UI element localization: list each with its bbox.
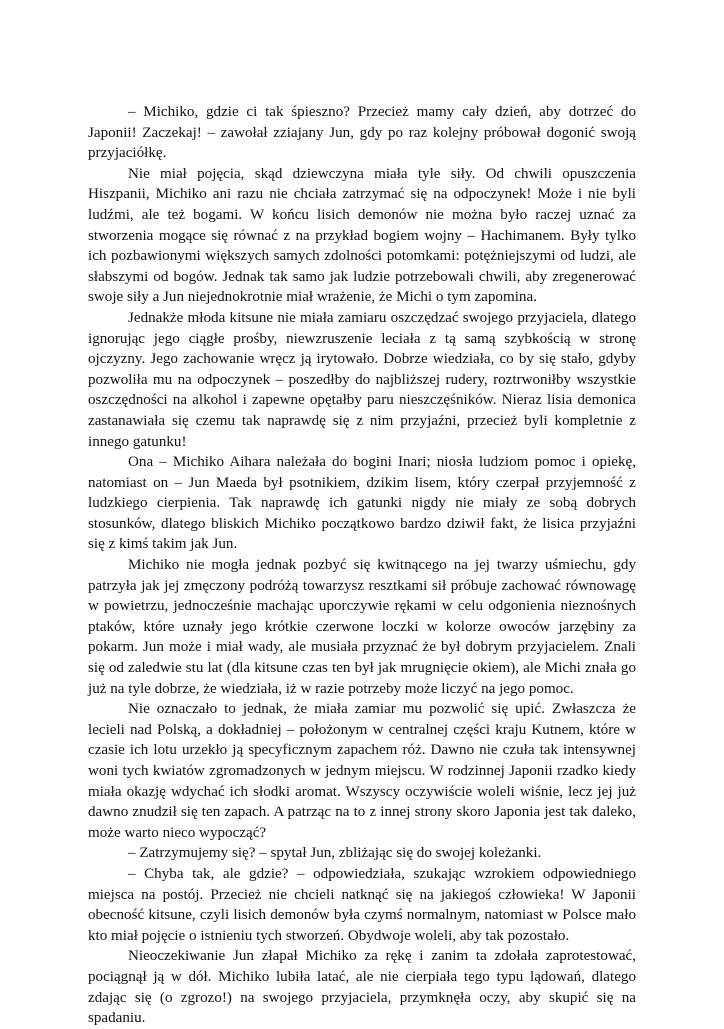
paragraph-7: – Zatrzymujemy się? – spytał Jun, zbliżając się do swojej koleżanki. [128,845,542,862]
paragraph-5: Michiko nie mogła jednak pozbyć się kwitnącego na jej twarzy uśmiechu, gdy patrzyła jak jej zmęczony podróżą towarzysz resztkami sił próbuje zachować równowagę w powietrzu, jednocześnie machając uporczywie rękami w celu odgonienia nieznośnych ptaków, które uznały jego krótkie czerwone loczki w kolorze owoców jarzębiny za pokarm. Jun może i miał wady, ale musiała przyznać że był dobrym przyjacielem. Znali się od zaledwie stu lat (dla kitsune czas ten był jak mrugnięcie okiem), ale Michi znała go już na tyle dobrze, że wiedziała, iż w razie potrzeby może liczyć na jego pomoc. [88,557,636,697]
paragraph-8: – Chyba tak, ale gdzie? – odpowiedziała, szukając wzrokiem odpowiedniego miejsca na postój. Przecież nie chcieli natknąć się na jakiegoś człowieka! W Japonii obecność kitsune, czyli lisich demonów była czymś normalnym, natomiast w Polsce mało kto miał pojęcie o istnieniu tych stworzeń. Obydwoje woleli, aby tak pozostało. [88,865,636,944]
paragraph-2: Nie miał pojęcia, skąd dziewczyna miała tyle siły. Od chwili opuszczenia Hiszpanii, Michiko ani razu nie chciała zatrzymać się na odpoczynek! Może i nie byli ludźmi, ale też bogami. W końcu lisich demonów nie można było raczej uznać za stworzenia mogące się równać z na przykład bogiem wojny – Hachimanem. Były tylko ich pozbawionymi większych samych zdolności potomkami: potężniejszymi od ludzi, ale słabszymi od bogów. Jednak tak samo jak ludzie potrzebowali chwili, aby zregenerować swoje siły a Jun niejednokrotnie miał wrażenie, że Michi o tym zapomina. [88,165,636,306]
paragraph-3: Jednakże młoda kitsune nie miała zamiaru oszczędzać swojego przyjaciela, dlatego ignorując jego ciągłe prośby, niewzruszenie leciała z tą samą szybkością w stronę ojczyzny. Jego zachowanie wręcz ją irytowało. Dobrze wiedziała, co by się stało, gdyby pozwoliła mu na odpoczynek – poszedłby do najbliższej rudery, roztrwoniłby wszystkie oszczędności na alkohol i zapewne opętałby paru nieszczęśników. Nieraz lisia demonica zastanawiała się czemu tak naprawdę się z nim przyjaźni, przecież byli kompletnie z innego gatunku! [88,309,636,450]
paragraph-6: Nie oznaczało to jednak, że miała zamiar mu pozwolić się upić. Zwłaszcza że lecieli nad Polską, a dokładniej – położonym w centralnej części kraju Kutnem, które w czasie ich lotu urzekło ją specyficznym zapachem róż. Dawno nie czuła tak intensywnej woni tych kwiatów zgromadzonych w jednym miejscu. W rodzinnej Japonii rzadko kiedy miała okazję wdychać ich słodki aromat. Wszyscy oczywiście woleli wiśnie, lecz jej już dawno znudził się ten zapach. A patrząc na to z innej strony skoro Japonia jest tak daleko, może warto nieco wypocząć? [88,701,636,841]
paragraph-4: Ona – Michiko Aihara należała do bogini Inari; niosła ludziom pomoc i opiekę, natomiast on – Jun Maeda był psotnikiem, dzikim lisem, który czerpał przyjemność z ludzkiego cierpienia. Tak naprawdę ich gatunki nigdy nie miały ze sobą dobrych stosunków, dlatego bliskich Michiko początkowo bardzo dziwił fakt, że lisica przyjaźni się z kimś takim jak Jun. [88,454,636,553]
story-text [88,102,636,1029]
paragraph-1: – Michiko, gdzie ci tak śpieszno? Przecież mamy cały dzień, aby dotrzeć do Japonii! Zaczekaj! – zawołał zziajany Jun, gdy po raz kolejny próbował dogonić swoją przyjaciółkę. [88,104,636,162]
paragraph-9: Nieoczekiwanie Jun złapał Michiko za rękę i zanim ta zdołała zaprotestować, pociągnął ją w dół. Michiko lubiła latać, ale nie cierpiała tego typu lądowań, dlatego zdając się (o zgrozo!) na swojego przyjaciela, przymknęła oczy, aby skupić się na spadaniu. [88,948,636,1027]
